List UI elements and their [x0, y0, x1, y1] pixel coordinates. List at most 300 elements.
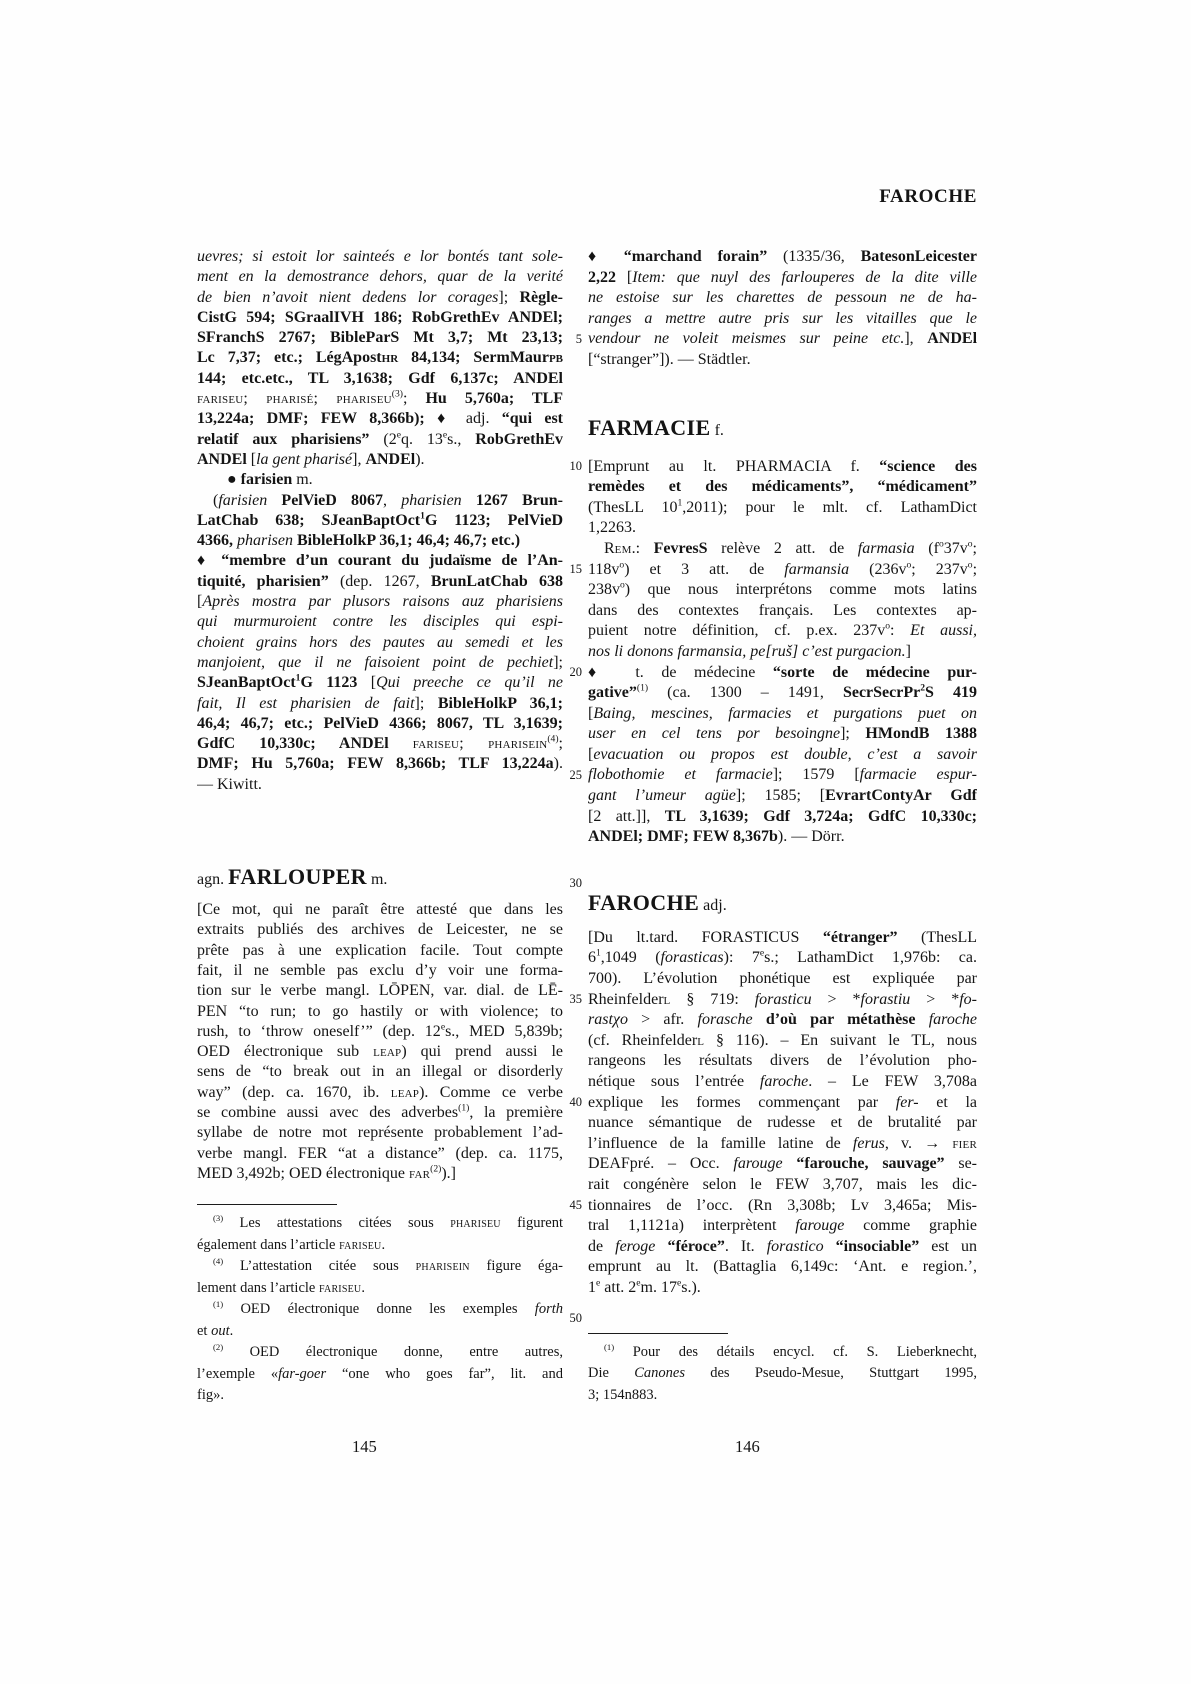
text-segment: l — [663, 990, 671, 1008]
text-segment: ; — [972, 539, 977, 557]
text-line — [197, 694, 563, 714]
text-segment: e — [440, 1021, 446, 1033]
text-segment: est un — [919, 1237, 977, 1255]
text-segment: (2) — [430, 1163, 442, 1175]
text-segment: rangeons les résultats divers de l’évolution pho- — [588, 1052, 977, 1070]
text-segment: f. — [710, 421, 724, 439]
text-segment: qui murmuroient contre les disciples qui espi- — [197, 613, 563, 631]
text-line — [588, 1093, 977, 1114]
text-segment: e — [759, 948, 765, 960]
text-segment: q. 13 — [400, 430, 443, 448]
text-segment: farmacie espur- — [859, 766, 977, 784]
text-line — [588, 457, 977, 478]
text-line — [588, 745, 977, 766]
text-segment: 1 — [596, 948, 601, 960]
text-segment: rush, to ‘throw oneself’” (dep. 12 — [197, 1022, 441, 1040]
text-segment: > * — [910, 990, 960, 1008]
text-segment: ], — [352, 450, 366, 468]
text-segment: (2) — [213, 1342, 224, 1353]
text-segment: [ — [246, 450, 257, 468]
text-segment: 2 — [920, 683, 926, 694]
text-line — [197, 1278, 563, 1300]
text-segment: forastico — [766, 1237, 824, 1255]
running-head: FAROCHE — [879, 186, 977, 207]
gutter-line-number: 30 — [569, 876, 582, 890]
text-line — [588, 786, 977, 807]
text-line — [197, 673, 563, 693]
text-segment: (3) — [213, 1213, 224, 1224]
text-segment: e — [596, 1277, 601, 1289]
text-line — [588, 268, 977, 289]
text-segment: comme graphie — [844, 1217, 977, 1235]
text-segment: ; 237v — [911, 560, 968, 578]
gutter-line-number: 45 — [569, 1198, 582, 1212]
text-segment: (f — [914, 539, 939, 557]
text-segment: MED 3,492b; OED électronique — [197, 1164, 409, 1182]
text-segment: “marchand forain” — [623, 248, 784, 265]
text-segment: 144; etc.etc., TL 3,1638; Gdf 6,137c; ANDEl — [197, 369, 563, 387]
text-line — [588, 928, 977, 949]
text-segment: 84,134; SermMaur — [398, 349, 549, 367]
text-segment: fariseu — [339, 1236, 382, 1253]
text-segment: m. — [366, 871, 388, 889]
text-segment: fait, il ne semble pas exclu d’y voir une forma- — [197, 961, 563, 979]
text-segment: ♦ — [197, 552, 222, 570]
text-segment: forasticas — [660, 949, 724, 967]
text-segment: gative” — [588, 684, 637, 702]
text-line — [588, 518, 977, 539]
text-segment: lement dans l’article — [197, 1279, 319, 1296]
text-segment: . — [381, 1236, 386, 1253]
text-segment: > afr. — [627, 1011, 698, 1029]
text-segment: relève 2 att. de — [707, 539, 858, 557]
text-segment: (ThesLL 10 — [588, 498, 678, 516]
text-segment: s.). — [681, 1278, 701, 1296]
text-segment: HMondB 1388 — [865, 725, 977, 743]
text-segment: 37v — [943, 539, 968, 557]
text-segment: 700). L’évolution phonétique est expliquée par — [588, 970, 977, 988]
text-segment: ANDEl — [927, 330, 977, 348]
text-line — [588, 498, 977, 519]
text-line — [197, 430, 563, 450]
text-line — [197, 1321, 563, 1343]
text-segment: BatesonLeicester — [860, 248, 977, 265]
text-segment: prête pas à une explication facile. Tout compte — [197, 941, 563, 959]
text-segment: ● — [227, 471, 241, 489]
text-segment: “membre d’un courant du judaïsme de l’An- — [221, 552, 563, 570]
gutter-line-number: 50 — [569, 1311, 582, 1325]
text-line — [197, 633, 563, 653]
text-segment: (1) — [604, 1341, 615, 1352]
text-segment: 1 — [677, 497, 683, 509]
text-line — [588, 1154, 977, 1175]
text-line — [197, 1235, 563, 1257]
text-segment: ]; 1585; [ — [735, 787, 826, 805]
text-segment: uevres; si estoit lor sainteés e lor bontés tant sole- — [197, 248, 563, 265]
text-line — [588, 724, 977, 745]
text-segment: ]; 1579 [ — [772, 766, 860, 784]
vertical-gap — [588, 920, 977, 928]
text-segment: [ — [357, 674, 377, 692]
text-segment: ).] — [441, 1164, 456, 1182]
text-segment: 46,4; 46,7; etc.; PelVieD 4366; 8067, TL 3,1639; — [197, 714, 563, 732]
text-segment: user en cel tens por besoingne — [588, 725, 841, 743]
text-segment: “science des — [879, 457, 977, 475]
text-segment: tiquité, pharisien” — [197, 572, 340, 590]
vertical-gap — [588, 848, 977, 886]
text-segment: 238v — [588, 581, 620, 599]
text-segment: G 1123 — [300, 674, 358, 692]
gutter-line-number: 25 — [569, 768, 582, 782]
text-line — [197, 1364, 563, 1386]
text-line — [588, 765, 977, 786]
text-line — [197, 734, 563, 754]
text-segment: R — [604, 539, 615, 557]
text-line — [588, 1216, 977, 1237]
text-segment: “one who goes far”, lit. and — [326, 1365, 563, 1382]
text-line — [197, 1062, 563, 1082]
text-segment: “sorte de médecine pur- — [772, 663, 977, 681]
text-line — [588, 1175, 977, 1196]
text-segment: ,1049 ( — [600, 949, 661, 967]
text-segment: ) qui prend aussi le — [401, 1043, 563, 1061]
entry-heading — [588, 411, 977, 445]
text-segment: farouge — [795, 1217, 845, 1235]
text-segment: ANDEl — [365, 450, 416, 468]
text-line — [588, 601, 977, 622]
paragraph-block — [197, 247, 563, 470]
text-segment: Baing, mescines, farmacies et purgations puet on — [593, 704, 977, 722]
text-segment: (ca. 1300 – 1491, — [648, 684, 843, 702]
vertical-gap — [588, 1299, 977, 1333]
text-segment: ], — [904, 330, 928, 348]
text-segment: . — [229, 1322, 234, 1339]
text-line — [197, 754, 563, 774]
text-segment: ). — [553, 755, 563, 773]
text-segment: d’où par métathèse — [765, 1011, 916, 1029]
text-segment: Lc 7,37; etc.; LégApost — [197, 349, 382, 367]
text-line — [197, 961, 563, 981]
text-segment: far-goer — [278, 1365, 327, 1382]
text-segment: extraits publiés des archives de Leicester, ne se — [197, 921, 563, 939]
text-segment: ] — [905, 642, 911, 660]
text-segment: Canones — [634, 1365, 685, 1382]
text-segment: ). — [415, 450, 425, 468]
text-segment: l — [697, 1031, 705, 1049]
text-line — [588, 1010, 977, 1031]
text-segment: CistG 594; SGraalIVH 186; RobGrethEv ANDEl; — [197, 308, 563, 326]
text-segment: TL 3,1639; Gdf 3,724a; GdfC 10,330c; — [664, 807, 977, 825]
text-segment: ,2011); pour le mlt. cf. LathamDict — [682, 498, 977, 516]
text-segment: manjoient, que il ne faisoient point de pechiet — [197, 653, 554, 671]
paragraph-block — [197, 470, 563, 490]
gutter-line-number: 10 — [569, 459, 582, 473]
text-segment: Rheinfelder — [588, 990, 664, 1008]
text-segment: ANDEl — [197, 450, 247, 468]
text-segment: farmansia — [784, 560, 850, 578]
text-segment: PEN “to run; to go hastily or with violence; to — [197, 1002, 563, 1020]
text-line — [588, 1113, 977, 1134]
text-line — [588, 683, 977, 704]
text-segment: l’influence de la famille latine de — [588, 1134, 853, 1152]
text-line — [197, 572, 563, 592]
text-segment: remèdes et des médicaments”, “médicament” — [588, 478, 977, 496]
text-line — [588, 642, 977, 663]
text-line — [588, 827, 977, 848]
footnote-block — [197, 1213, 563, 1407]
text-segment: et la — [918, 1093, 977, 1111]
text-segment: (1) — [636, 683, 649, 694]
text-line — [197, 551, 563, 571]
text-segment: att. 2 — [600, 1278, 637, 1296]
text-segment: s., MED 5,839b; — [445, 1022, 563, 1040]
text-segment: se combine aussi avec des adverbes — [197, 1103, 459, 1121]
paragraph-block — [588, 928, 977, 1299]
text-segment: (ThesLL — [897, 928, 977, 946]
text-line — [197, 1256, 563, 1278]
text-segment: (dep. 1267, — [339, 572, 431, 590]
text-line — [588, 1363, 977, 1385]
left-text-column — [197, 247, 563, 1407]
text-segment — [916, 1011, 929, 1028]
text-segment: [ — [588, 704, 594, 722]
text-segment: 1267 Brun- — [461, 491, 563, 509]
text-line — [197, 653, 563, 673]
paragraph-block — [588, 247, 977, 371]
text-segment: ]; — [553, 653, 563, 671]
text-segment: fait, Il est pharisien de fait — [197, 694, 415, 712]
text-line — [197, 612, 563, 632]
text-segment: 2,22 — [588, 268, 616, 286]
text-line — [197, 491, 563, 511]
text-segment: forastiu — [860, 990, 911, 1008]
text-segment: adj. — [699, 896, 727, 914]
text-segment: 118v — [588, 560, 620, 578]
text-segment: EvrartContyAr Gdf — [825, 787, 977, 805]
paragraph-block — [197, 551, 563, 795]
text-segment: ]; — [414, 694, 438, 712]
vertical-gap — [197, 795, 563, 860]
text-segment: phariseu — [450, 1215, 501, 1232]
footnote-separator-rule — [588, 1333, 728, 1334]
text-segment: “féroce” — [667, 1237, 725, 1255]
text-segment: farisien — [240, 471, 293, 489]
text-line — [588, 1278, 977, 1299]
text-segment: BibleHolkP 36,1; — [437, 694, 563, 712]
text-segment: PelVieD 8067 — [267, 491, 384, 509]
text-line — [588, 329, 977, 350]
text-line — [197, 369, 563, 389]
text-line — [197, 450, 563, 470]
text-line — [197, 900, 563, 920]
paragraph-block — [588, 457, 977, 539]
text-segment: fig». — [197, 1387, 224, 1404]
text-segment: puient notre définition, cf. p.ex. 237v — [588, 622, 886, 640]
text-segment: faroche — [928, 1011, 977, 1029]
text-segment: evacuation ou propos est double, c’est a savoir — [593, 745, 977, 763]
text-segment: GdfC 10,330c; ANDEl — [197, 735, 413, 753]
text-segment: hr — [381, 349, 399, 367]
text-line — [197, 1164, 563, 1184]
text-segment: ; — [558, 735, 563, 753]
text-segment: ferus — [852, 1134, 885, 1152]
page-number-left: 145 — [352, 1437, 377, 1456]
text-segment: la gent pharisé — [256, 450, 353, 468]
text-segment: (cf. Rheinfelder — [588, 1031, 698, 1049]
text-line — [197, 1042, 563, 1062]
headword-text: FARLOUPER — [228, 864, 367, 890]
text-segment: tion sur le verbe mangl. LŌPEN, var. dial. de LĒ- — [197, 982, 563, 1000]
text-segment: [Emprunt au lt. PHARMACIA f. — [588, 457, 880, 475]
text-segment: FevresS — [653, 539, 708, 557]
text-segment: ) et 3 att. de — [624, 560, 785, 578]
text-segment: . It. — [724, 1237, 767, 1255]
text-segment: Qui preeche ce qu’il ne — [376, 674, 563, 692]
text-segment: [Ce mot, qui ne paraît être attesté que dans les — [197, 901, 563, 919]
text-segment: DEAFpré. – Occ. — [588, 1155, 734, 1173]
text-segment: (1335/36, — [783, 248, 861, 265]
text-segment: (1) — [458, 1102, 470, 1114]
text-segment: ). — Dörr. — [777, 828, 845, 846]
text-line — [588, 560, 977, 581]
text-segment: o — [906, 559, 912, 571]
text-segment: nos li donons farmansia, pe[ruš] c’est purgacion. — [588, 642, 906, 660]
text-line — [588, 1134, 977, 1155]
text-segment: 1 — [295, 673, 301, 684]
text-segment: Après mostra par plusors raisons auz pharisiens — [202, 593, 563, 611]
text-segment: OED électronique donne, entre autres, — [223, 1344, 563, 1361]
text-segment: leap — [373, 1043, 402, 1061]
text-segment: 4366, — [197, 532, 237, 550]
text-line — [197, 1022, 563, 1042]
text-segment: verbe mangl. FER “at a distance” (dep. ca. 1175, — [197, 1144, 563, 1162]
text-segment: ( — [213, 491, 219, 509]
vertical-gap — [588, 445, 977, 457]
paragraph-block — [197, 491, 563, 552]
text-segment: sens de “to break out in an illegal or disorderly — [197, 1063, 563, 1081]
text-segment: pharisen — [237, 532, 293, 550]
text-segment: nuance sémantique de rudesse et de brutalité par — [588, 1114, 977, 1132]
text-segment: se- — [944, 1155, 977, 1173]
text-segment: ): 7 — [723, 949, 760, 967]
text-line — [197, 941, 563, 961]
text-segment: (236v — [849, 560, 907, 578]
text-segment: . – Le FEW 3,708a — [808, 1073, 977, 1090]
text-segment: et — [197, 1322, 212, 1339]
text-line — [197, 470, 563, 490]
headword-text: FAROCHE — [588, 889, 700, 915]
text-segment: 1,2263. — [588, 519, 636, 537]
text-line — [197, 1299, 563, 1321]
text-segment: ment en la demostrance dehors, quar de la verité — [197, 268, 563, 286]
text-segment: nétique sous l’entrée — [588, 1073, 760, 1090]
text-segment: Die — [588, 1365, 635, 1382]
text-segment: out — [211, 1322, 230, 1339]
text-segment: farouge — [733, 1155, 783, 1173]
text-segment: des Pseudo-Mesue, Stuttgart 1995, — [684, 1365, 977, 1382]
text-segment: ) que nous interprétons comme mots latins — [624, 581, 977, 599]
text-segment: (2 — [383, 430, 397, 448]
text-segment: 3; 154n883. — [588, 1386, 658, 1403]
text-segment: agn. — [197, 871, 229, 889]
text-line — [588, 990, 977, 1011]
text-segment: figurent — [500, 1215, 563, 1232]
text-segment: de bien n’avoit nient dedens lor corages — [197, 288, 499, 306]
right-text-column — [588, 247, 977, 1406]
text-segment: ). Comme ce verbe — [419, 1083, 563, 1101]
text-line — [588, 580, 977, 601]
text-line — [588, 288, 977, 309]
text-segment — [824, 1238, 836, 1255]
text-segment: [Du lt.tard. FORASTICUS — [588, 928, 823, 946]
text-segment: Hu 5,760a; TLF — [425, 390, 563, 408]
text-segment: (3) — [391, 389, 403, 400]
text-segment: LatChab 638; SJeanBaptOct — [197, 511, 421, 529]
text-segment: § 116). – En suivant le TL, nous — [704, 1031, 977, 1049]
text-line — [588, 704, 977, 725]
text-segment: forasticu — [754, 990, 812, 1008]
text-segment: leap — [390, 1083, 420, 1101]
text-segment: feroge — [615, 1237, 656, 1255]
text-line — [588, 948, 977, 969]
text-segment: (1) — [213, 1299, 224, 1310]
text-segment: 13,224a; DMF; FEW 8,366b); — [197, 410, 438, 428]
text-segment: “étranger” — [822, 928, 898, 946]
text-line — [588, 309, 977, 330]
text-line — [197, 247, 563, 267]
text-line — [197, 1385, 563, 1407]
text-segment: explique les formes commençant par — [588, 1093, 896, 1111]
text-segment: relatif aux pharisiens” — [197, 430, 384, 448]
footnote-separator-rule — [197, 1204, 337, 1205]
text-line — [588, 969, 977, 990]
text-segment: ; — [972, 560, 977, 578]
text-segment: dans des contextes français. Les contextes ap- — [588, 601, 977, 619]
text-segment: SJeanBaptOct — [197, 674, 296, 692]
text-segment: m. — [292, 471, 313, 489]
text-line — [197, 389, 563, 409]
text-segment: [ — [588, 745, 594, 763]
text-line — [588, 1342, 977, 1364]
text-segment: o — [885, 621, 890, 632]
entry-heading — [197, 860, 563, 894]
text-segment: 1 — [420, 510, 425, 522]
text-segment: 1 — [588, 1278, 596, 1296]
text-line — [197, 409, 563, 429]
text-segment: OED électronique sub — [197, 1043, 374, 1061]
text-segment: ♦ t. de médecine — [588, 663, 773, 681]
text-line — [588, 1196, 977, 1217]
text-segment: pb — [548, 349, 563, 367]
text-line — [588, 477, 977, 498]
gutter-line-number: 35 — [569, 992, 582, 1006]
text-segment: L’attestation citée sous — [223, 1258, 416, 1275]
text-segment: o — [938, 538, 944, 550]
text-segment: “qui est — [501, 410, 563, 428]
text-line — [197, 1083, 563, 1103]
text-segment: G 1123; PelVieD — [424, 511, 563, 529]
vertical-gap — [197, 1184, 563, 1204]
text-segment: 6 — [588, 949, 596, 967]
text-segment: OED électronique donne les exemples — [223, 1301, 535, 1318]
text-line — [588, 1257, 977, 1278]
text-segment: pharisein — [415, 1258, 470, 1275]
text-line — [197, 531, 563, 551]
text-segment: [ — [197, 593, 203, 611]
text-segment: , — [383, 491, 402, 509]
text-line — [197, 1002, 563, 1022]
text-line — [588, 350, 977, 371]
